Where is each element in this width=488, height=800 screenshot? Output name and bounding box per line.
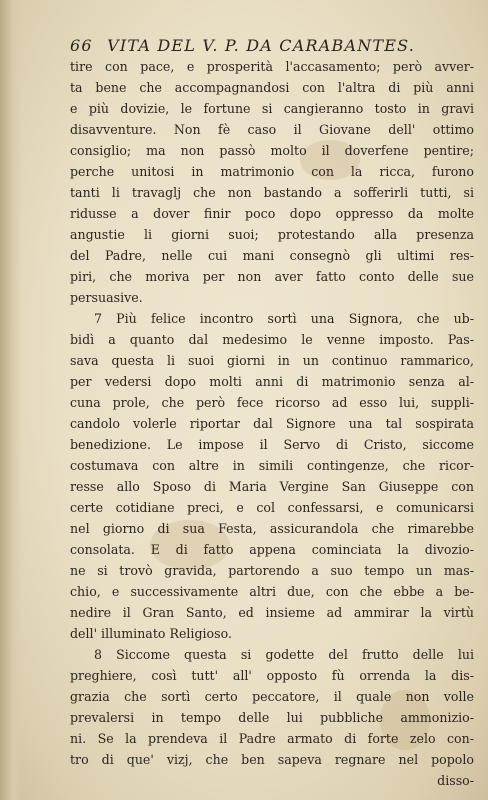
text-line: grazia che sortì certo peccatore, il quale non volle xyxy=(70,689,474,704)
paragraph-7-start: 7 Più felice incontro sortì una Signora, che ub- xyxy=(94,311,474,326)
text-line: costumava con altre in simili contingenze, che ricor- xyxy=(70,458,474,473)
text-line: ne si trovò gravida, partorendo a suo tempo un mas- xyxy=(70,563,474,578)
page-gutter-shadow xyxy=(0,0,22,800)
running-header xyxy=(70,36,474,56)
text-line: nel giorno di sua Festa, assicurandola che rimarebbe xyxy=(70,521,474,536)
text-line: per vedersi dopo molti anni di matrimonio senza al- xyxy=(70,374,474,389)
text-line: chio, e successivamente altri due, con che ebbe a be- xyxy=(70,584,474,599)
text-line: tanti li travaglj che non bastando a sofferirli tutti, si xyxy=(70,185,474,200)
paragraph-8-start: 8 Siccome questa si godette del frutto delle lui xyxy=(94,647,474,662)
text-line: sava questa li suoi giorni in un continuo rammarico, xyxy=(70,353,474,368)
catchword: disso- xyxy=(437,773,474,788)
text-line: tire con pace, e prosperità l'accasamento; però avver- xyxy=(70,59,474,74)
text-line: persuasive. xyxy=(70,290,143,305)
text-line: tro di que' vizj, che ben sapeva regnare nel popolo xyxy=(70,752,474,767)
text-line: perche unitosi in matrimonio con la ricca, furono xyxy=(70,164,474,179)
text-line: ni. Se la prendeva il Padre armato di forte zelo con- xyxy=(70,731,474,746)
text-line: piri, che moriva per non aver fatto conto delle sue xyxy=(70,269,474,284)
text-line: angustie li giorni suoi; protestando alla presenza xyxy=(70,227,474,242)
text-line: certe cotidiane preci, e col confessarsi, e comunicarsi xyxy=(70,500,474,515)
text-line: cuna prole, che però fece ricorso ad esso lui, suppli- xyxy=(70,395,474,410)
text-line: candolo volerle riportar dal Signore una tal sospirata xyxy=(70,416,474,431)
text-line: nedire il Gran Santo, ed insieme ad ammirar la virtù xyxy=(70,605,474,620)
text-line: prevalersi in tempo delle lui pubbliche ammonizio- xyxy=(70,710,474,725)
text-line: consiglio; ma non passò molto il doverfene pentire; xyxy=(70,143,474,158)
text-line: ta bene che accompagnandosi con l'altra di più anni xyxy=(70,80,474,95)
text-line: consolata. E di fatto appena cominciata la divozio- xyxy=(70,542,474,557)
text-line: ridusse a dover finir poco dopo oppresso da molte xyxy=(70,206,474,221)
text-line: del Padre, nelle cui mani consegnò gli ultimi res- xyxy=(70,248,474,263)
text-line: e più dovizie, le fortune si cangieranno tosto in gravi xyxy=(70,101,474,116)
body-text xyxy=(70,56,474,791)
text-line: resse allo Sposo di Maria Vergine San Giuseppe con xyxy=(70,479,474,494)
text-line: disavventure. Non fè caso il Giovane dell' ottimo xyxy=(70,122,474,137)
text-line: dell' illuminato Religioso. xyxy=(70,626,232,641)
text-line: preghiere, così tutt' all' opposto fù orrenda la dis- xyxy=(70,668,474,683)
text-line: benedizione. Le impose il Servo di Cristo, siccome xyxy=(70,437,474,452)
running-title: VITA DEL V. P. DA CARABANTES. xyxy=(107,36,416,55)
page-number: 66 xyxy=(70,36,93,55)
text-line: bidì a quanto dal medesimo le venne imposto. Pas- xyxy=(70,332,474,347)
